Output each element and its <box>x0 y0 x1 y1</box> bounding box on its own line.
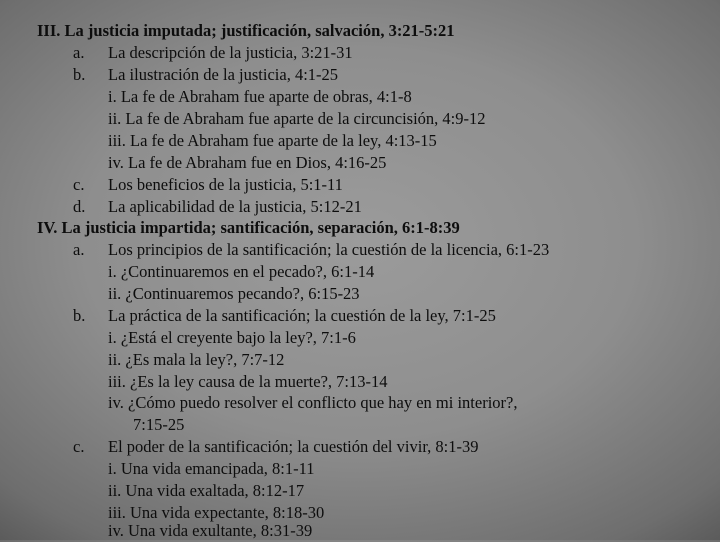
item-marker: c. <box>73 175 85 194</box>
item-marker: b. <box>73 306 86 325</box>
subitem-text: ii. ¿Continuaremos pecando?, 6:15-23 <box>108 284 360 303</box>
subitem-text: iii. ¿Es la ley causa de la muerte?, 7:13-14 <box>108 372 388 391</box>
subitem-text: i. La fe de Abraham fue aparte de obras, 4:1-8 <box>108 87 412 106</box>
subitem-text: iii. Una vida expectante, 8:18-30 <box>108 503 325 522</box>
item-text: Los beneficios de la justicia, 5:1-11 <box>108 175 343 194</box>
subitem-text: ii. ¿Es mala la ley?, 7:7-12 <box>108 350 285 369</box>
subitem-text: i. ¿Continuaremos en el pecado?, 6:1-14 <box>108 262 375 281</box>
subitem-text: ii. Una vida exaltada, 8:12-17 <box>108 481 305 500</box>
item-text: La aplicabilidad de la justicia, 5:12-21 <box>108 197 362 216</box>
section-heading-iv: IV. La justicia impartida; santificación, separación, 6:1-8:39 <box>37 218 460 237</box>
subitem-text: iv. Una vida exultante, 8:31-39 <box>108 521 313 540</box>
item-marker: b. <box>73 65 86 84</box>
item-text: La ilustración de la justicia, 4:1-25 <box>108 65 339 84</box>
subitem-text: i. Una vida emancipada, 8:1-11 <box>108 459 315 478</box>
subitem-text: iv. La fe de Abraham fue en Dios, 4:16-25 <box>108 153 387 172</box>
item-marker: a. <box>73 240 85 259</box>
item-text: La descripción de la justicia, 3:21-31 <box>108 43 353 62</box>
subitem-text: ii. La fe de Abraham fue aparte de la circuncisión, 4:9-12 <box>108 109 486 128</box>
section-heading-iii: III. La justicia imputada; justificación, salvación, 3:21-5:21 <box>37 21 455 40</box>
subitem-text: i. ¿Está el creyente bajo la ley?, 7:1-6 <box>108 328 356 347</box>
subitem-text: iii. La fe de Abraham fue aparte de la ley, 4:13-15 <box>108 131 437 150</box>
item-marker: a. <box>73 43 85 62</box>
item-marker: c. <box>73 437 85 456</box>
item-text: El poder de la santificación; la cuestión del vivir, 8:1-39 <box>108 437 479 456</box>
subitem-text: iv. ¿Cómo puedo resolver el conflicto que hay en mi interior?, <box>108 393 518 412</box>
item-text: La práctica de la santificación; la cuestión de la ley, 7:1-25 <box>108 306 496 325</box>
subitem-text-continuation: 7:15-25 <box>133 415 185 434</box>
item-text: Los principios de la santificación; la cuestión de la licencia, 6:1-23 <box>108 240 550 259</box>
item-marker: d. <box>73 197 86 216</box>
